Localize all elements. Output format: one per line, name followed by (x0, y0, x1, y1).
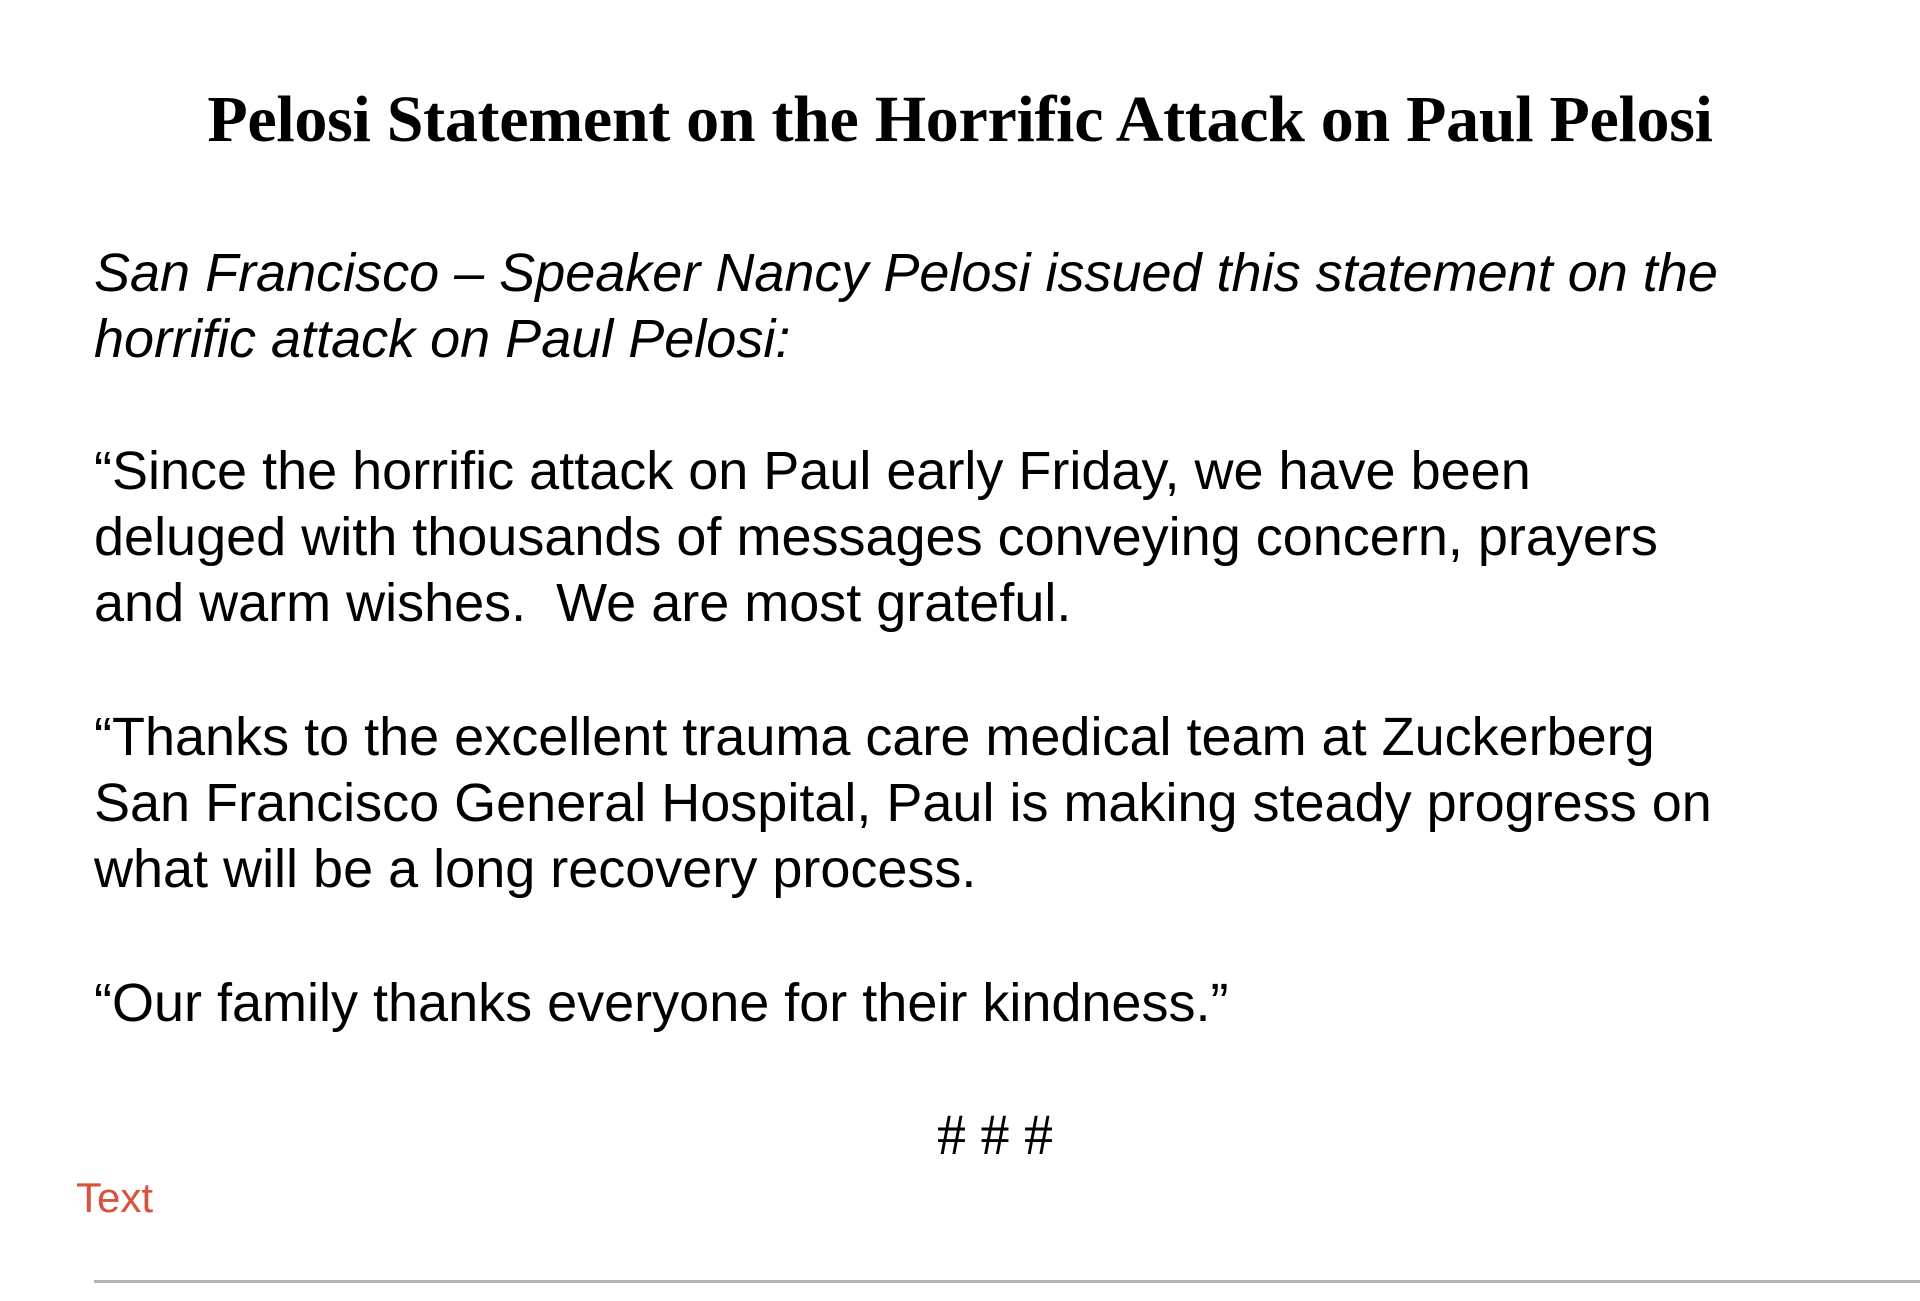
end-of-release-mark: # # # (937, 1102, 1053, 1167)
paragraph-line: deluged with thousands of messages conveying concern, prayers (94, 507, 1658, 567)
paragraph-line: “Since the horrific attack on Paul early Friday, we have been (94, 441, 1531, 501)
paragraph-line: and warm wishes. We are most grateful. (94, 573, 1072, 633)
statement-paragraph-2 (94, 704, 1914, 902)
statement-paragraph-3 (94, 970, 1914, 1036)
paragraph-line: “Our family thanks everyone for their kindness.” (94, 973, 1229, 1033)
divider-line (94, 1280, 1920, 1283)
paragraph-line: San Francisco General Hospital, Paul is making steady progress on (94, 773, 1712, 833)
paragraph-line: what will be a long recovery process. (94, 839, 977, 899)
statement-paragraph-1 (94, 438, 1914, 636)
page-title: Pelosi Statement on the Horrific Attack on Paul Pelosi (207, 83, 1713, 156)
text-tag-label[interactable]: Text (76, 1174, 154, 1221)
paragraph-line: “Thanks to the excellent trauma care medical team at Zuckerberg (94, 707, 1655, 767)
intro-paragraph (94, 240, 1914, 372)
intro-line: horrific attack on Paul Pelosi: (94, 309, 791, 369)
intro-line: San Francisco – Speaker Nancy Pelosi issued this statement on the (94, 243, 1718, 303)
